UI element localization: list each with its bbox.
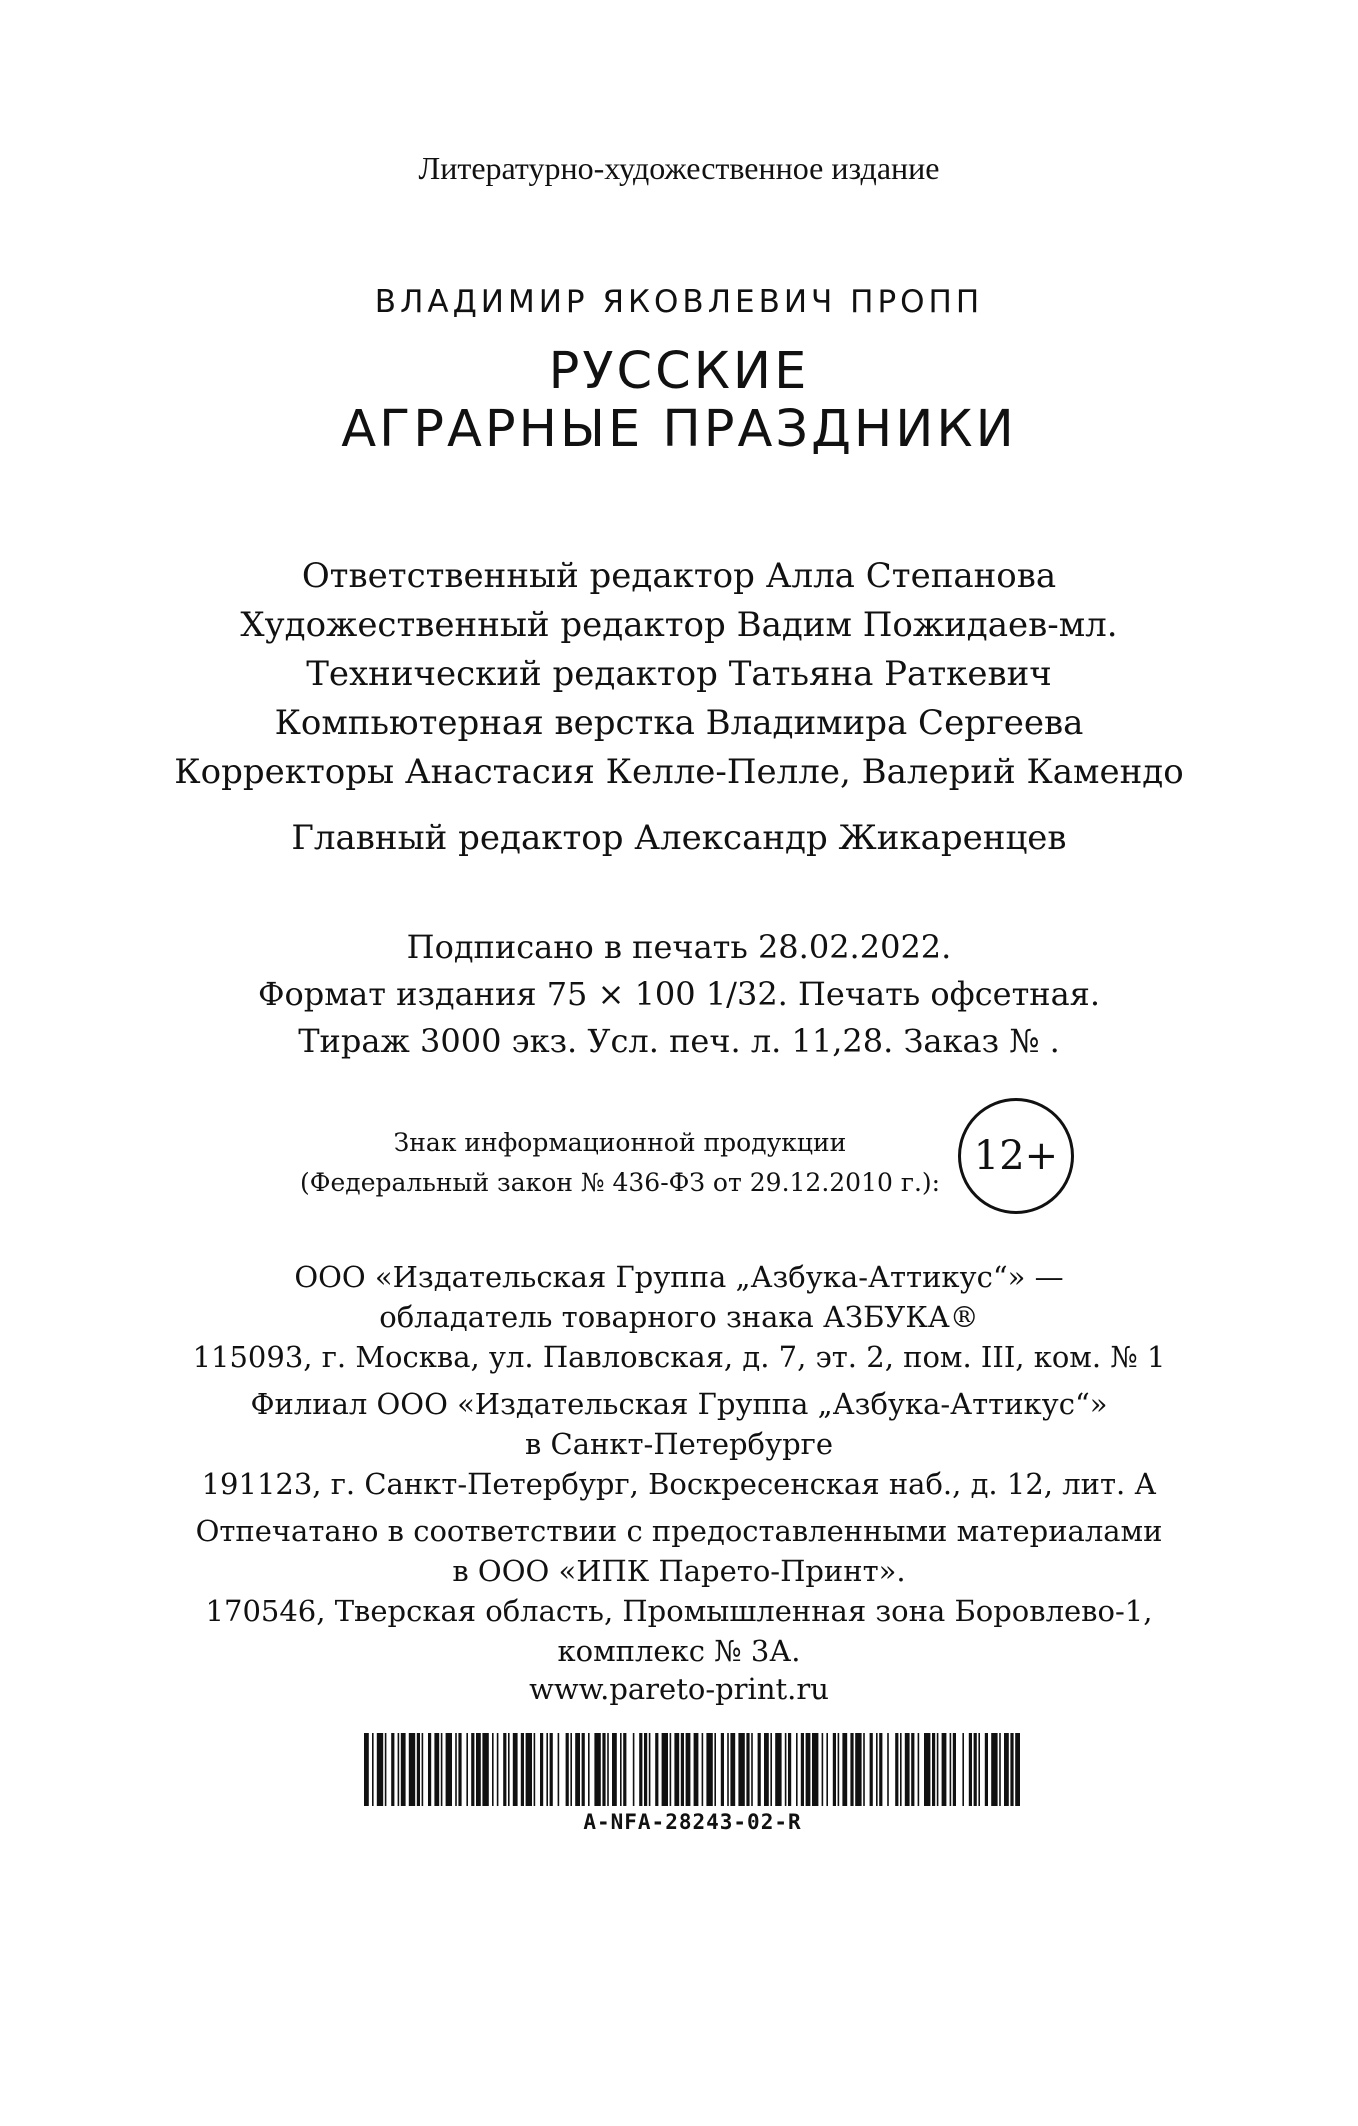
credit-proofreaders: Корректоры Анастасия Келле-Пелле, Валерий Камендо (174, 752, 1184, 792)
barcode-bar (706, 1733, 712, 1806)
barcode-bar (612, 1733, 617, 1806)
barcode-bar (570, 1733, 572, 1806)
barcode-bar (508, 1733, 510, 1806)
barcode-bar (492, 1733, 494, 1806)
barcode-bar (833, 1733, 836, 1806)
barcode-bar (876, 1733, 878, 1806)
barcode-bar (497, 1733, 499, 1806)
barcode-bar (607, 1733, 609, 1806)
age-rating-text: 12+ (973, 1133, 1059, 1179)
barcode-bar (482, 1733, 488, 1806)
barcode-bar (932, 1733, 935, 1806)
barcode-bar (727, 1733, 729, 1806)
barcode-bar (985, 1733, 988, 1806)
barcode-bar (434, 1733, 439, 1806)
barcode-bar (905, 1733, 910, 1806)
barcode-bar (738, 1733, 744, 1806)
barcode-bar (458, 1733, 461, 1806)
barcode-bar (721, 1733, 724, 1806)
barcode-bar (534, 1733, 536, 1806)
publisher-line-1: ООО «Издательская Группа „Азбука-Аттикус“» — (294, 1260, 1064, 1294)
print-signed-date: Подписано в печать 28.02.2022. (406, 928, 952, 966)
barcode-bar (681, 1733, 684, 1806)
barcode-bar (702, 1733, 704, 1806)
barcode-bar (838, 1733, 840, 1806)
barcode-bar (588, 1733, 590, 1806)
barcode-bar (566, 1733, 569, 1806)
barcode-bar (758, 1733, 761, 1806)
barcode-bar (372, 1733, 374, 1806)
barcode-bar (1010, 1733, 1013, 1806)
barcode-bar (398, 1733, 400, 1806)
barcode-bar (526, 1733, 532, 1806)
barcode-bar (978, 1733, 980, 1806)
barcode-bar (582, 1733, 585, 1806)
barcode-bar (785, 1733, 787, 1806)
printer-complex: комплекс № 3А. (557, 1634, 801, 1668)
print-format: Формат издания 75 × 100 1/32. Печать офсетная. (257, 975, 1101, 1013)
barcode-bar (550, 1733, 553, 1806)
barcode-bar (364, 1733, 369, 1806)
credit-chief-editor: Главный редактор Александр Жикаренцев (291, 818, 1067, 858)
genre-line: Литературно-художественное издание (418, 150, 940, 186)
barcode-bar (674, 1733, 679, 1806)
barcode-bar (770, 1733, 772, 1806)
barcode-bar (900, 1733, 902, 1806)
barcode-bar (974, 1733, 977, 1806)
barcode-bar (649, 1733, 651, 1806)
barcode-bar (850, 1733, 853, 1806)
barcode-bar (942, 1733, 947, 1806)
barcode-bar (962, 1733, 964, 1806)
barcode-bar (911, 1733, 914, 1806)
barcode-bar (455, 1733, 457, 1806)
barcode-bar (558, 1733, 560, 1806)
barcode-bar (620, 1733, 622, 1806)
info-sign-law: (Федеральный закон № 436-ФЗ от 29.12.2010 г.): (300, 1168, 941, 1197)
barcode-bar (801, 1733, 804, 1806)
barcode-bar (730, 1733, 735, 1806)
barcode-bar (639, 1733, 642, 1806)
barcode-bar (870, 1733, 873, 1806)
barcode-bar (401, 1733, 406, 1806)
printer-line-1: Отпечатано в соответствии с предоставленными материалами (195, 1514, 1163, 1548)
publisher-line-2: обладатель товарного знака АЗБУКА® (379, 1300, 979, 1334)
barcode-text: A-NFA-28243-02-R (583, 1810, 802, 1834)
barcode-bar (714, 1733, 716, 1806)
barcode-bar (503, 1733, 506, 1806)
barcode-bar (746, 1733, 749, 1806)
barcode-bar (385, 1733, 387, 1806)
barcode-bar (918, 1733, 920, 1806)
barcode-bar (686, 1733, 691, 1806)
barcode-bar (969, 1733, 972, 1806)
barcode-bar (417, 1733, 420, 1806)
barcode-bar (806, 1733, 811, 1806)
branch-line-1: Филиал ООО «Издательская Группа „Азбука-Аттикус“» (250, 1387, 1108, 1421)
barcode-bar (812, 1733, 818, 1806)
barcode-bar (937, 1733, 939, 1806)
barcode-bar (999, 1733, 1001, 1806)
credit-layout: Компьютерная верстка Владимира Сергеева (274, 703, 1084, 743)
age-rating-badge (958, 1098, 1074, 1214)
barcode-bar (602, 1733, 605, 1806)
barcode-bar (391, 1733, 394, 1806)
barcode-bar (623, 1733, 626, 1806)
barcode-bar (1004, 1733, 1009, 1806)
barcode-bar (842, 1733, 847, 1806)
barcode-bar (855, 1733, 861, 1806)
barcode-bar (633, 1733, 635, 1806)
barcode-bar (471, 1733, 474, 1806)
publisher-address: 115093, г. Москва, ул. Павловская, д. 7, эт. 2, пом. III, ком. № 1 (192, 1340, 1166, 1374)
barcode-bar (1015, 1733, 1020, 1806)
barcode-bar (863, 1733, 865, 1806)
barcode-bar (546, 1733, 548, 1806)
barcode-bar (670, 1733, 672, 1806)
barcode-bar (521, 1733, 524, 1806)
book-title-line-2: АГРАРНЫЕ ПРАЗДНИКИ (341, 400, 1017, 459)
printer-line-2: в ООО «ИПК Парето-Принт». (452, 1554, 906, 1588)
branch-address: 191123, г. Санкт-Петербург, Воскресенская наб., д. 12, лит. А (201, 1467, 1157, 1501)
barcode-bar (446, 1733, 452, 1806)
barcode-bar (655, 1733, 658, 1806)
barcode-bar (953, 1733, 956, 1806)
author-name: ВЛАДИМИР ЯКОВЛЕВИЧ ПРОПП (374, 284, 984, 320)
barcode-bar (788, 1733, 791, 1806)
barcode-bar (377, 1733, 383, 1806)
barcode-bar (796, 1733, 798, 1806)
barcode-bar (644, 1733, 647, 1806)
barcode-bar (409, 1733, 415, 1806)
barcode-bar (751, 1733, 753, 1806)
barcode-bar (924, 1733, 930, 1806)
credit-technical-editor: Технический редактор Татьяна Раткевич (306, 654, 1052, 694)
barcode-bar (662, 1733, 668, 1806)
credit-responsible-editor: Ответственный редактор Алла Степанова (301, 556, 1057, 596)
barcode-bar (879, 1733, 882, 1806)
info-sign-label: Знак информационной продукции (393, 1128, 847, 1157)
credit-art-editor: Художественный редактор Вадим Пожидаев-мл. (240, 605, 1118, 645)
barcode-image (364, 1733, 1021, 1806)
barcode-bar (694, 1733, 699, 1806)
printer-website: www.pareto-print.ru (529, 1672, 829, 1706)
branch-line-2: в Санкт-Петербурге (525, 1427, 833, 1461)
barcode-bar (428, 1733, 431, 1806)
barcode-bar (441, 1733, 443, 1806)
barcode-bar (895, 1733, 898, 1806)
barcode-bar (513, 1733, 518, 1806)
printer-address: 170546, Тверская область, Промышленная зона Боровлево-1, (205, 1594, 1153, 1628)
barcode-bar (575, 1733, 580, 1806)
barcode-bar (466, 1733, 468, 1806)
barcode-bar (422, 1733, 424, 1806)
barcode-bar (764, 1733, 769, 1806)
barcode-bar (826, 1733, 828, 1806)
barcode-bar (887, 1733, 889, 1806)
barcode-bar (594, 1733, 600, 1806)
barcode-bar (775, 1733, 781, 1806)
barcode-bar (950, 1733, 952, 1806)
print-run-and-order: Тираж 3000 экз. Усл. печ. л. 11,28. Заказ № . (298, 1022, 1060, 1060)
barcode-bar (822, 1733, 824, 1806)
barcode-bar (540, 1733, 543, 1806)
barcode-bar (476, 1733, 481, 1806)
book-title-line-1: РУССКИЕ (548, 342, 810, 401)
barcode-bar (991, 1733, 997, 1806)
